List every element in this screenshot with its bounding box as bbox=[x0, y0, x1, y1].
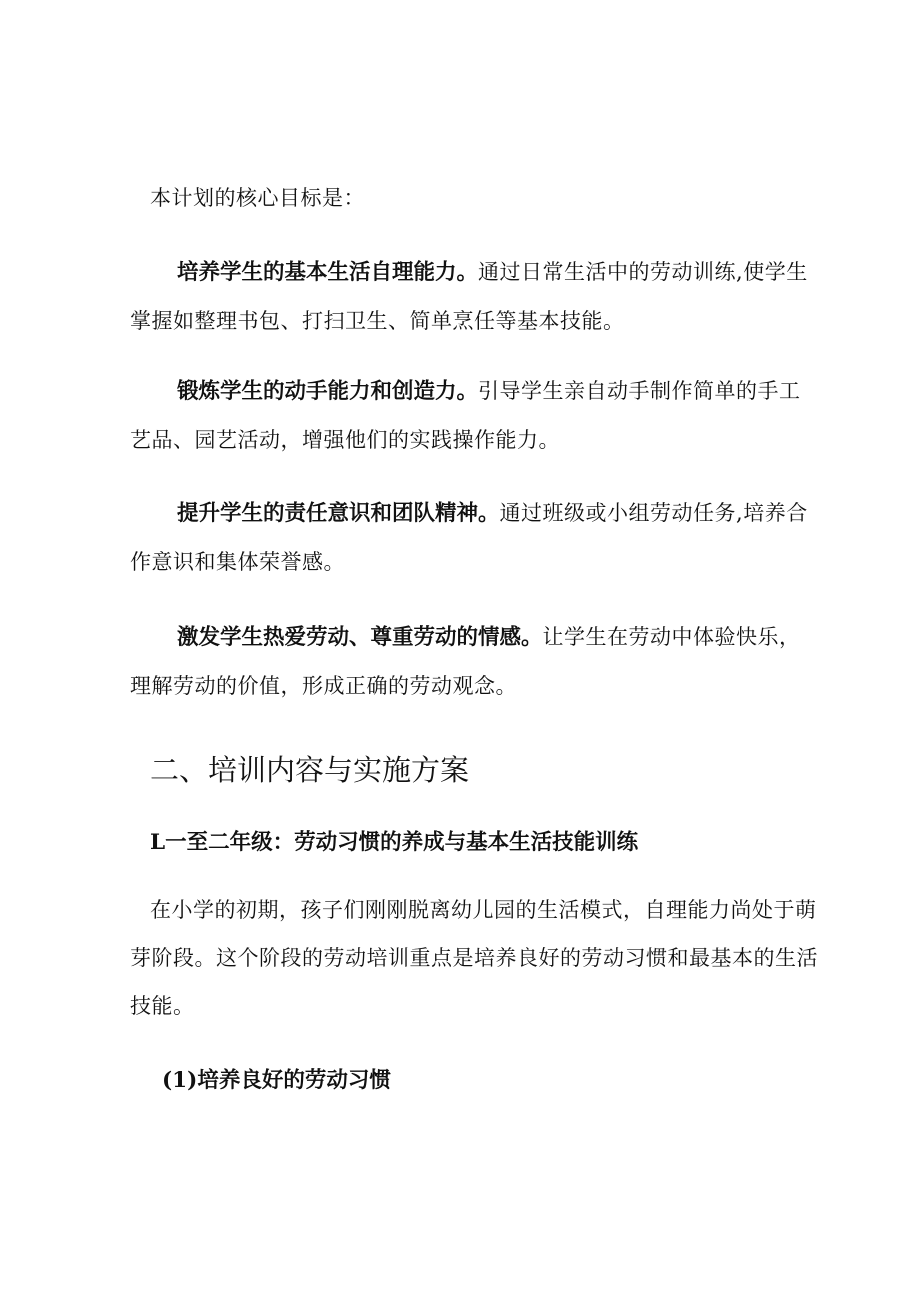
section-heading: 二、培训内容与实施方案 bbox=[150, 753, 470, 787]
intro-text: 本计划的核心目标是： bbox=[150, 186, 365, 210]
item-marker: (1) bbox=[162, 1068, 198, 1093]
item-title: 培养良好的劳动习惯 bbox=[197, 1068, 391, 1093]
subsection-title: 一至二年级：劳动习惯的养成与基本生活技能训练 bbox=[165, 830, 639, 855]
goal-paragraph-3 bbox=[130, 489, 820, 586]
body-paragraph: 在小学的初期，孩子们刚刚脱离幼儿园的生活模式，自理能力尚处于萌芽阶段。这个阶段的劳动培训重点是培养良好的劳动习惯和最基本的生活技能。 bbox=[130, 898, 818, 1018]
goal-lead-3: 提升学生的责任意识和团队精神。 bbox=[177, 501, 500, 526]
goal-text-3: 通过班级或小组劳动任务,培养合作意识和集体荣誉感。 bbox=[130, 501, 808, 574]
goal-paragraph-2 bbox=[130, 367, 820, 464]
goal-lead-4: 激发学生热爱劳动、尊重劳动的情感。 bbox=[177, 625, 543, 650]
goal-lead-1: 培养学生的基本生活自理能力。 bbox=[177, 260, 479, 285]
goal-text-2: 引导学生亲自动手制作简单的手工艺品、园艺活动，增强他们的实践操作能力。 bbox=[130, 379, 801, 452]
goal-lead-2: 锻炼学生的动手能力和创造力。 bbox=[177, 379, 479, 404]
item-heading bbox=[162, 1057, 391, 1105]
goal-paragraph-1 bbox=[130, 248, 820, 345]
subsection-marker: L bbox=[150, 830, 166, 855]
subsection-heading bbox=[150, 819, 638, 867]
goal-text-4: 让学生在劳动中体验快乐，理解劳动的价值，形成正确的劳动观念。 bbox=[130, 625, 801, 698]
goal-text-1: 通过日常生活中的劳动训练,使学生掌握如整理书包、打扫卫生、简单烹任等基本技能。 bbox=[130, 260, 808, 333]
goal-paragraph-4 bbox=[130, 613, 820, 710]
